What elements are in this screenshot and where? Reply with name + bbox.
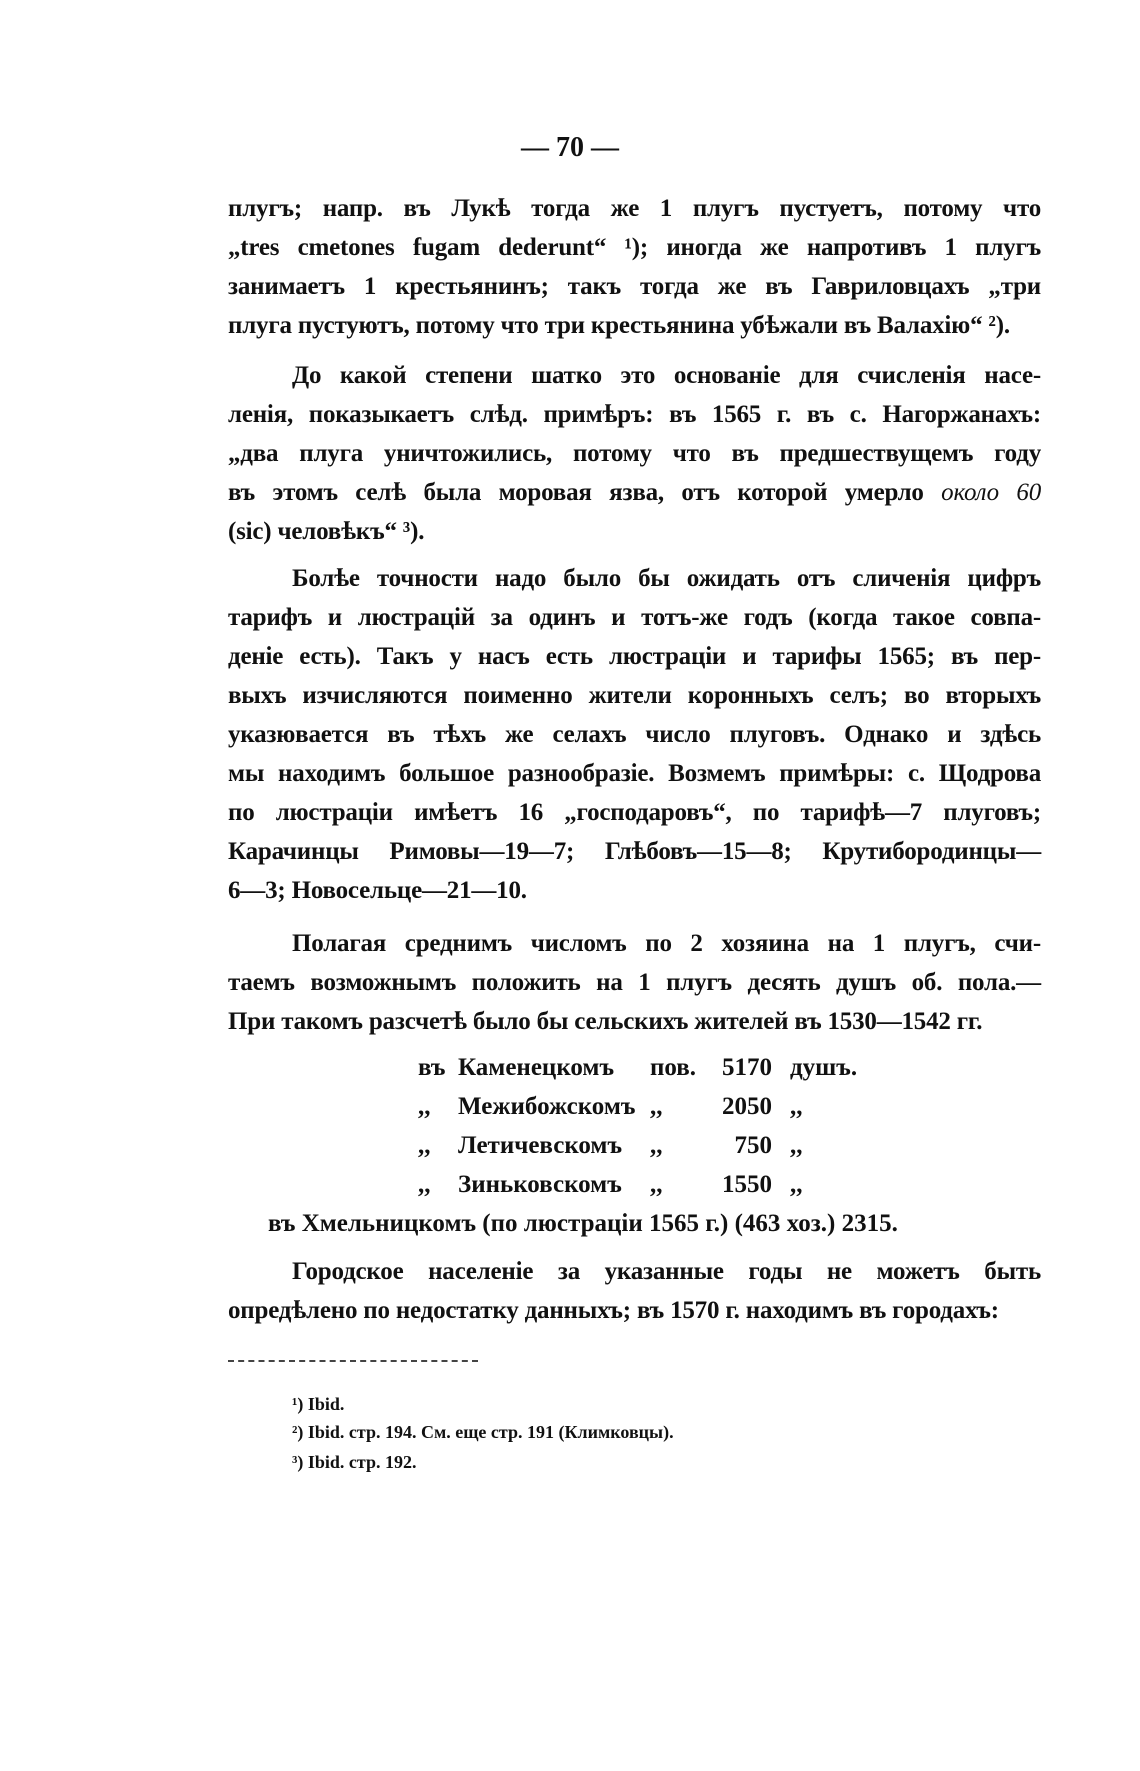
table-cell-unit: пов. — [650, 1054, 697, 1081]
text-line: До какой степени шатко это основаніе для счисленія насе- — [292, 362, 1041, 389]
table-cell-unit: ,, — [650, 1171, 663, 1198]
text-line: Болѣе точности надо было бы ожидать отъ сличенія цифръ — [292, 565, 1041, 592]
text-line: 6—3; Новосельце—21—10. — [228, 877, 527, 904]
table-cell-value: 1550 — [722, 1171, 772, 1198]
text-line: по люстраціи имѣетъ 16 „господаровъ“, по тарифѣ—7 плуговъ; — [228, 799, 1041, 826]
table-cell-suffix: душъ. — [790, 1054, 858, 1081]
text-line: Городское населеніе за указанные годы не можетъ быть — [292, 1258, 1041, 1285]
text-line: плугъ; напр. въ Лукѣ тогда же 1 плугъ пустуетъ, потому что — [228, 195, 1041, 222]
text-line: опредѣлено по недостатку данныхъ; въ 1570 г. находимъ въ городахъ: — [228, 1297, 999, 1324]
text-line: Карачинцы Римовы—19—7; Глѣбовъ—15—8; Крутибородинцы— — [228, 838, 1041, 865]
footnote: ²) Ibid. стр. 194. См. еще стр. 191 (Климковцы). — [292, 1422, 674, 1442]
text-line: (sic) человѣкъ“ ³). — [228, 518, 425, 545]
table-cell-value: 5170 — [722, 1054, 772, 1081]
text-line: мы находимъ большое разнообразіе. Возмемъ примѣры: с. Щодрова — [228, 760, 1041, 787]
table-cell-unit: ,, — [650, 1093, 663, 1120]
text-line: Полагая среднимъ числомъ по 2 хозяина на 1 плугъ, счи- — [292, 930, 1041, 957]
table-cell-name: Каменецкомъ — [458, 1054, 615, 1081]
table-cell-prefix: ,, — [418, 1171, 431, 1198]
table-cell-suffix: ,, — [790, 1132, 803, 1159]
text-segment: въ этомъ селѣ была моровая язва, отъ которой умерло — [228, 479, 924, 506]
table-cell-prefix: ,, — [418, 1093, 431, 1120]
table-total-line: въ Хмельницкомъ (по люстраціи 1565 г.) (463 хоз.) 2315. — [268, 1210, 898, 1237]
text-line — [228, 478, 1041, 508]
page-number: — 70 — — [521, 132, 619, 163]
text-line: „tres cmetones fugam dederunt“ ¹); иногда же напротивъ 1 плугъ — [228, 234, 1041, 261]
footnote-separator — [228, 1360, 478, 1362]
text-line: ленія, показыкаетъ слѣд. примѣръ: въ 1565 г. въ с. Нагоржанахъ: — [228, 401, 1041, 428]
footnote: ³) Ibid. стр. 192. — [292, 1452, 417, 1472]
text-line: указювается въ тѣхъ же селахъ число плуговъ. Однако и здѣсь — [228, 721, 1041, 748]
text-line: плуга пустуютъ, потому что три крестьянина убѣжали въ Валахію“ ²). — [228, 312, 1010, 339]
table-cell-prefix: ,, — [418, 1132, 431, 1159]
text-line: занимаетъ 1 крестьянинъ; такъ тогда же въ Гавриловцахъ „три — [228, 273, 1041, 300]
table-cell-value: 2050 — [722, 1093, 772, 1120]
footnote: ¹) Ibid. — [292, 1394, 345, 1414]
italic-segment: около 60 — [941, 479, 1041, 506]
text-line: выхъ изчисляются поименно жители коронныхъ селъ; во вторыхъ — [228, 682, 1041, 709]
table-cell-prefix: въ — [418, 1054, 446, 1081]
table-cell-suffix: ,, — [790, 1093, 803, 1120]
text-line: „два плуга уничтожились, потому что въ предшествущемъ году — [228, 440, 1041, 467]
text-line: тарифъ и люстрацій за одинъ и тотъ-же годъ (когда такое совпа- — [228, 604, 1041, 631]
table-cell-suffix: ,, — [790, 1171, 803, 1198]
table-cell-name: Летичевскомъ — [458, 1132, 623, 1159]
text-line: При такомъ разсчетѣ было бы сельскихъ жителей въ 1530—1542 гг. — [228, 1008, 983, 1035]
text-line: деніе есть). Такъ у насъ есть люстраціи и тарифы 1565; въ пер- — [228, 643, 1041, 670]
table-cell-value: 750 — [734, 1132, 772, 1159]
table-cell-name: Межибожскомъ — [458, 1093, 636, 1120]
text-line: таемъ возможнымъ положить на 1 плугъ десять душъ об. пола.— — [228, 969, 1041, 996]
table-cell-unit: ,, — [650, 1132, 663, 1159]
table-cell-name: Зиньковскомъ — [458, 1171, 622, 1198]
